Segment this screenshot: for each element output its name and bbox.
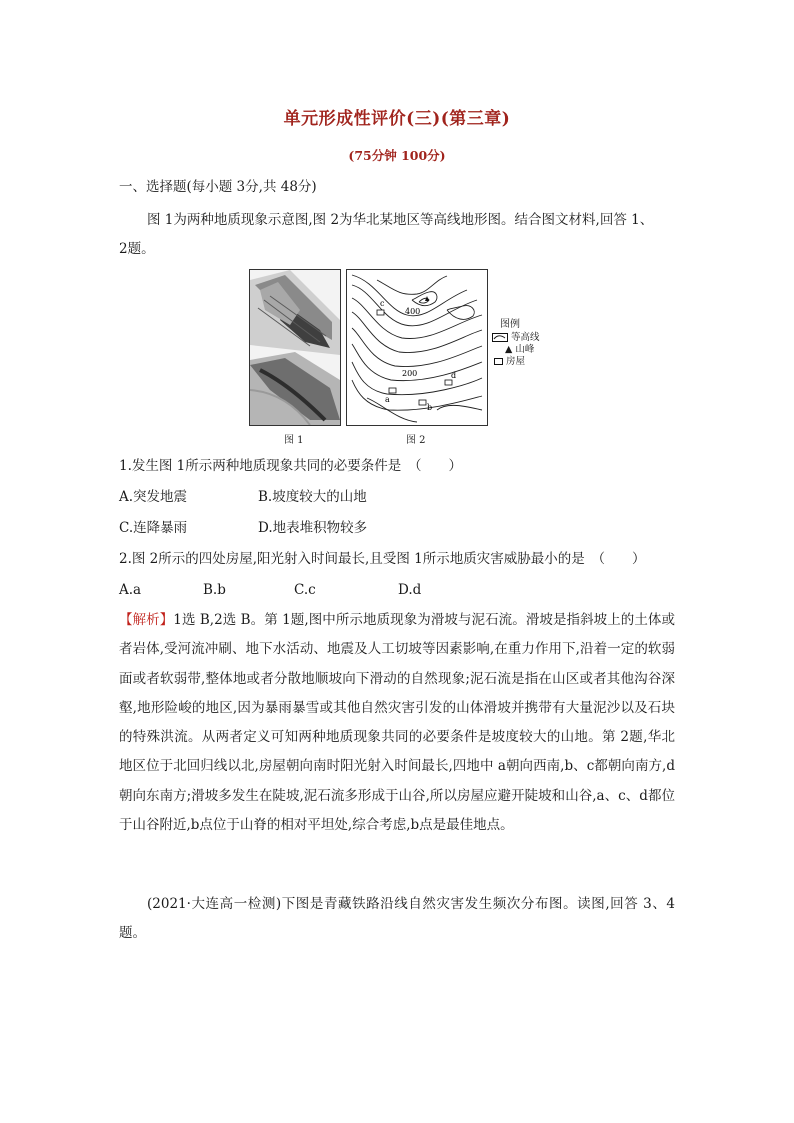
peak-legend-icon: ▲ <box>505 344 513 355</box>
q2-stem: 2.图 2所示的四处房屋,阳光射入时间最长,且受图 1所示地质灾害威胁最小的是 （ ） <box>119 551 646 567</box>
section-heading: 一、选择题(每小题 3分,共 48分) <box>119 179 317 195</box>
map-label-400: 400 <box>405 307 421 316</box>
figure-1-image <box>249 269 341 426</box>
q1-option-b: B.坡度较大的山地 <box>258 489 367 505</box>
legend-contour-label: 等高线 <box>511 332 540 343</box>
q1-option-d: D.地表堆积物较多 <box>258 520 368 536</box>
q2-option-b: B.b <box>203 582 226 598</box>
analysis-body: 1选 B,2选 B。第 1题,图中所示地质现象为滑坡与泥石流。滑坡是指斜坡上的土体或者岩体,受河流冲刷、地下水活动、地震及人工切坡等因素影响,在重力作用下,沿着一定的软弱面或者软弱带,整体地或者分散地顺坡向下滑动的自然现象;泥石流是指在山区或者其他沟谷深壑,地形险峻的地区,因为暴雨暴雪或其他自然灾害引发的山体滑坡并携带有大量泥沙以及石块的特殊洪流。从两者定义可知两种地质现象共同的必要条件是坡度较大的山地。第 2题,华北地区位于北回归线以北,房屋朝向南时阳光射入时间最长,四地中 a朝向西南,b、c都朝向南方,d朝向东南方;滑坡多发生在陡坡,泥石流多形成于山谷,所以房屋应避开陡坡和山谷,a、c、d都位于山谷附近,b点位于山脊的相对平坦处,综合考虑,b点是最佳地点。 <box>119 612 675 834</box>
legend-title: 图例 <box>500 319 520 330</box>
next-question-intro: (2021·大连高一检测)下图是青藏铁路沿线自然灾害发生频次分布图。读图,回答 3、4题。 <box>119 896 675 941</box>
map-label-c: c <box>380 299 385 308</box>
q1-option-c: C.连降暴雨 <box>119 520 188 536</box>
page-subtitle: (75分钟 100分) <box>348 148 446 163</box>
legend-house <box>494 353 525 367</box>
map-label-b: b <box>427 403 433 412</box>
map-label-a: a <box>385 395 390 404</box>
intro-line-1: 图 1为两种地质现象示意图,图 2为华北某地区等高线地形图。结合图文材料,回答 1、 <box>147 212 654 228</box>
figure-1-caption: 图 1 <box>284 435 304 446</box>
page-title: 单元形成性评价(三)(第三章) <box>283 109 511 129</box>
figure-2-caption: 图 2 <box>406 435 426 446</box>
q2-option-a: A.a <box>119 582 142 598</box>
map-label-d: d <box>451 371 457 380</box>
q1-option-a: A.突发地震 <box>119 489 188 505</box>
legend-house-label: 房屋 <box>506 356 526 367</box>
map-label-200: 200 <box>402 369 418 378</box>
analysis-paragraph <box>119 606 675 840</box>
landslide-illustration <box>250 270 340 425</box>
legend-peak-label: 山峰 <box>515 344 535 355</box>
figure-2-contour-map <box>346 269 488 426</box>
q1-stem: 1.发生图 1所示两种地质现象共同的必要条件是 （ ） <box>119 458 463 474</box>
q2-option-d: D.d <box>398 582 422 598</box>
house-legend-icon <box>494 358 503 365</box>
contour-lines <box>347 270 487 425</box>
intro-line-2: 2题。 <box>119 241 155 257</box>
analysis-tag: 【解析】 <box>119 612 174 628</box>
q2-option-c: C.c <box>294 582 316 598</box>
